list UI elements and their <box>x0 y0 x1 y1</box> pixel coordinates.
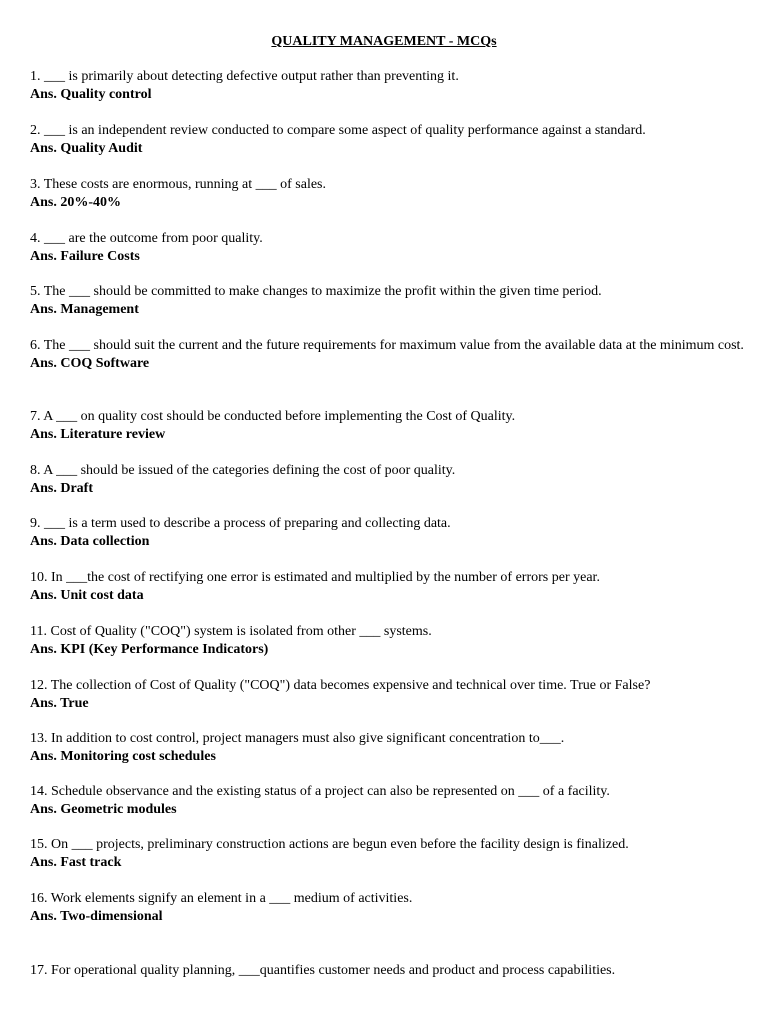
question-text: 4. ___ are the outcome from poor quality. <box>30 231 263 246</box>
question-text: 6. The ___ should suit the current and the future requirements for maximum value from the available data at the minimum cost. <box>30 338 744 353</box>
answer-text: Ans. Draft <box>30 481 93 496</box>
question-item-16 <box>30 890 746 926</box>
answer-text: Ans. KPI (Key Performance Indicators) <box>30 642 269 657</box>
question-item-5 <box>30 283 746 319</box>
question-item-13 <box>30 730 746 766</box>
question-text: 14. Schedule observance and the existing status of a project can also be represented on ___ of a facility. <box>30 784 610 799</box>
question-text: 3. These costs are enormous, running at ___ of sales. <box>30 177 327 192</box>
answer-text: Ans. 20%-40% <box>30 195 122 210</box>
question-text: 13. In addition to cost control, project managers must also give significant concentration to___. <box>30 731 565 746</box>
answer-text: Ans. Two-dimensional <box>30 909 163 924</box>
answer-text: Ans. Fast track <box>30 855 122 870</box>
question-item-9 <box>30 515 746 551</box>
question-item-15 <box>30 836 746 872</box>
question-text: 12. The collection of Cost of Quality ("COQ") data becomes expensive and technical over time. True or False? <box>30 678 651 693</box>
question-item-6 <box>30 337 746 373</box>
question-text: 8. A ___ should be issued of the categories defining the cost of poor quality. <box>30 463 456 478</box>
answer-text: Ans. Unit cost data <box>30 588 144 603</box>
question-text: 5. The ___ should be committed to make changes to maximize the profit within the given time period. <box>30 284 602 299</box>
document-title: QUALITY MANAGEMENT - MCQs <box>271 34 497 49</box>
answer-text: Ans. Geometric modules <box>30 802 177 817</box>
question-text: 2. ___ is an independent review conducted to compare some aspect of quality performance against a standard. <box>30 123 646 138</box>
question-text: 15. On ___ projects, preliminary construction actions are begun even before the facility design is finalized. <box>30 837 629 852</box>
question-text: 1. ___ is primarily about detecting defective output rather than preventing it. <box>30 69 459 84</box>
question-text: 11. Cost of Quality ("COQ") system is isolated from other ___ systems. <box>30 624 432 639</box>
question-item-7 <box>30 408 746 444</box>
question-item-14 <box>30 783 746 819</box>
question-item-11 <box>30 623 746 659</box>
question-item-1 <box>30 68 746 104</box>
question-text: 17. For operational quality planning, ___quantifies customer needs and product and process capabilities. <box>30 963 616 978</box>
answer-text: Ans. Management <box>30 302 139 317</box>
answer-text: Ans. Data collection <box>30 534 150 549</box>
answer-text: Ans. COQ Software <box>30 356 150 371</box>
question-item-8 <box>30 462 746 498</box>
answer-text: Ans. Failure Costs <box>30 249 140 264</box>
question-item-3 <box>30 176 746 212</box>
answer-text: Ans. True <box>30 696 89 711</box>
question-item-12 <box>30 677 746 713</box>
question-item-4 <box>30 230 746 266</box>
answer-text: Ans. Quality control <box>30 87 152 102</box>
question-text: 7. A ___ on quality cost should be conducted before implementing the Cost of Quality. <box>30 409 516 424</box>
question-item-2 <box>30 122 746 158</box>
question-item-10 <box>30 569 746 605</box>
question-text: 10. In ___the cost of rectifying one error is estimated and multiplied by the number of errors per year. <box>30 570 600 585</box>
question-text: 9. ___ is a term used to describe a process of preparing and collecting data. <box>30 516 451 531</box>
answer-text: Ans. Quality Audit <box>30 141 143 156</box>
answer-text: Ans. Monitoring cost schedules <box>30 749 216 764</box>
question-item-17 <box>30 962 746 980</box>
question-text: 16. Work elements signify an element in a ___ medium of activities. <box>30 891 413 906</box>
answer-text: Ans. Literature review <box>30 427 166 442</box>
